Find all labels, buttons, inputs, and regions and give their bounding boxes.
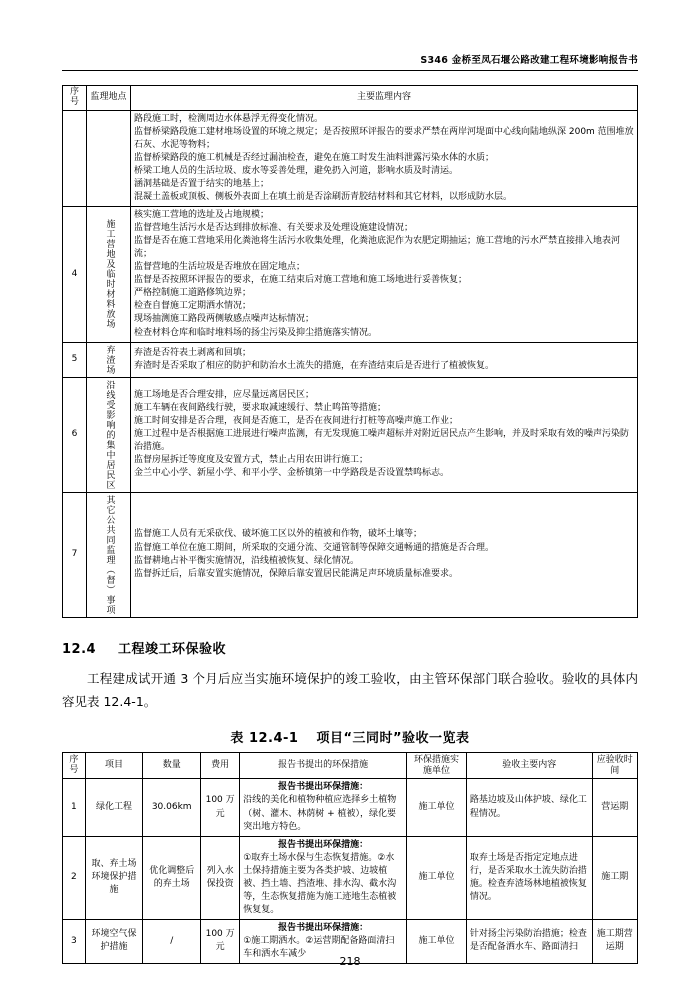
row-unit: 施工单位 [407, 779, 467, 836]
table-caption-number: 表 12.4-1 [230, 730, 299, 746]
content-line: 检查材料仓库和临时堆料场的扬尘污染及抑尘措施落实情况。 [134, 327, 378, 338]
row-content [131, 207, 638, 342]
row-index: 4 [63, 207, 87, 342]
row-item: 环境空气保护措施 [85, 919, 143, 963]
col-header-quantity: 数量 [143, 752, 201, 779]
content-line: 施工车辆在夜间路线行驶，要求取减速缓行、禁止鸣笛等措施； [134, 402, 387, 413]
content-line: 混凝土盖板或顶板、侧板外表面上在填土前是否涂刷沥青胶结材料和其它材料，以形成防水层。 [134, 192, 513, 203]
row-content: 针对扬尘污染防治措施；检查是否配备洒水车、路面清扫 [466, 919, 592, 963]
row-content [131, 492, 638, 617]
content-line: 施工场地是否合理安排，应尽量远离居民区； [134, 389, 315, 400]
row-content [131, 342, 638, 377]
measures-body: 沿线的美化和植物种植应选择乡土植物（树、灌木、林荫树 + 植被），绿化要突出地方特色。 [243, 795, 397, 832]
table-row [63, 110, 638, 206]
row-content: 取弃土场是否指定定地点进行，是否采取水土流失防治措施。检查弃渣场林地植被恢复情况。 [466, 836, 592, 919]
section-number: 12.4 [62, 641, 97, 657]
row-quantity: / [143, 919, 201, 963]
content-line: 金兰中心小学、新屋小学、和平小学、金桥镇第一中学路段是否设置禁鸣标志。 [134, 468, 450, 479]
row-fee: 列入水保投资 [201, 836, 240, 919]
acceptance-table [62, 752, 638, 964]
row-measures [240, 779, 407, 836]
content-line: 检查自督施工定期洒水情况； [134, 301, 252, 312]
row-item: 绿化工程 [85, 779, 143, 836]
table-header-row [63, 752, 638, 779]
content-line: 监督施工人员有无采砍伐、破坏施工区以外的植被和作物，破坏土壤等； [134, 529, 423, 540]
row-item: 取、弃土场环境保护措施 [85, 836, 143, 919]
col-header-fee: 费用 [201, 752, 240, 779]
measures-lead: 报告书提出环保措施： [278, 782, 369, 793]
content-line: 监督拆迁后，后靠安置实施情况，保障后靠安置居民能满足声环境质量标准要求。 [134, 568, 459, 579]
row-index: 2 [63, 836, 86, 919]
content-line: 监督耕地占补平衡实施情况，沿线植被恢复、绿化情况。 [134, 555, 360, 566]
content-line: 弃渣是否符表土剥离和回填； [134, 347, 252, 358]
row-location: 弃渣场 [87, 342, 131, 377]
col-header-time: 应验收时间 [592, 752, 637, 779]
col-header-content: 主要监理内容 [131, 86, 638, 111]
col-header-measures: 报告书提出的环保措施 [240, 752, 407, 779]
content-line: 监督是否按照环评报告的要求，在施工结束后对施工营地和施工场地进行妥善恢复； [134, 275, 468, 286]
measures-lead: 报告书提出环保措施： [278, 922, 369, 933]
row-location [87, 110, 131, 206]
content-line: 施工时间安排是否合理，夜间是否施工，是否在夜间进行打桩等高噪声施工作业； [134, 416, 459, 426]
content-line: 严格控制施工道路修筑边界； [134, 288, 252, 299]
row-quantity: 30.06km [143, 779, 201, 836]
table-row [63, 207, 638, 342]
row-index: 5 [63, 342, 87, 377]
measures-lead: 报告书提出环保措施： [278, 839, 369, 850]
row-fee: 100 万元 [201, 919, 240, 963]
col-header-location: 监理地点 [87, 86, 131, 111]
col-header-unit: 环保措施实施单位 [407, 752, 467, 779]
row-index: 6 [63, 377, 87, 492]
page-number: 218 [339, 955, 361, 968]
table-row [63, 492, 638, 617]
table-caption [62, 727, 638, 746]
content-line: 核实施工营地的选址及占地规模； [134, 210, 270, 221]
content-line: 施工过程中是否根据施工进展进行噪声监测，有无发现施工噪声超标并对附近居民点产生影响，并及时采取有效的噪声污染防治措施。 [134, 429, 630, 453]
row-index: 1 [63, 779, 86, 836]
content-line: 监督桥梁路段的施工机械是否经过漏油检查，避免在施工时发生油料泄露污染水体的水质； [134, 152, 495, 163]
col-header-index: 序号 [63, 752, 86, 779]
content-line: 弃渣时是否采取了相应的防护和防治水土流失的措施，在弃渣结束后是否进行了植被恢复。 [134, 360, 495, 371]
row-content [131, 110, 638, 206]
content-line: 路段施工时，检测周边水体悬浮无得变化情况。 [134, 113, 324, 124]
row-measures [240, 836, 407, 919]
table-header-row [63, 86, 638, 111]
row-content [131, 377, 638, 492]
content-line: 监督是否在施工营地采用化粪池将生活污水收集处理，化粪池底泥作为农肥定期抽运；施工营地的污水严禁直接排入地表河流； [134, 236, 621, 260]
col-header-item: 项目 [85, 752, 143, 779]
page-header: S346 金桥至凤石堰公路改建工程环境影响报告书 [420, 55, 638, 66]
col-header-content: 验收主要内容 [466, 752, 592, 779]
content-line: 监督房屋拆迁等度度及安置方式，禁止占用农田讲行施工； [134, 455, 369, 466]
table-row [63, 836, 638, 919]
table-caption-title: 项目“三同时”验收一览表 [316, 730, 470, 746]
content-line: 监督桥梁路段施工建材堆场设置的环境之规定；是否按照环评报告的要求严禁在两岸河堤面中心线向陆地纵深 200m 范围堆放石灰、水泥等物料； [134, 126, 634, 150]
row-time: 施工期 [592, 836, 637, 919]
table-row [63, 377, 638, 492]
section-title: 工程竣工环保验收 [118, 641, 227, 657]
header-divider [62, 70, 638, 71]
row-quantity: 优化调整后的弃土场 [143, 836, 201, 919]
row-location: 沿线受影响的集中居民区 [87, 377, 131, 492]
row-content: 路基边坡及山体护坡、绿化工程情况。 [466, 779, 592, 836]
row-unit: 施工单位 [407, 919, 467, 963]
row-index: 3 [63, 919, 86, 963]
content-line: 桥梁工地人员的生活垃圾、废水等妥善处理，避免扔入河道，影响水质及时清运。 [134, 165, 459, 176]
row-index: 7 [63, 492, 87, 617]
table-row [63, 342, 638, 377]
row-index [63, 110, 87, 206]
table-row [63, 779, 638, 836]
row-unit: 施工单位 [407, 836, 467, 919]
section-heading [62, 638, 638, 657]
content-line: 监督营地的生活垃圾是否堆放在固定地点； [134, 262, 306, 273]
content-line: 现场抽测施工路段两侧敏感点噪声达标情况； [134, 314, 315, 325]
measures-body: ①取弃土场水保与生态恢复措施。②水土保持措施主要为各类护坡、边坡植被、挡土墙、挡渣堆、排水沟、截水沟等，生态恢复措施为施工迹地生态植被恢复复。 [243, 852, 397, 915]
section-paragraph: 工程建成试开通 3 个月后应当实施环境保护的竣工验收，由主管环保部门联合验收。验收的具体内容见表 12.4-1。 [62, 670, 638, 709]
supervision-table [62, 85, 638, 618]
measures-body: ①施工期洒水。②运营期配备路面清扫车和洒水车减少 [243, 935, 395, 959]
row-location: 施工营地及临时材料放场 [87, 207, 131, 342]
row-fee: 100 万元 [201, 779, 240, 836]
row-time: 施工期营运期 [592, 919, 637, 963]
row-time: 营运期 [592, 779, 637, 836]
content-line: 涵洞基础是否置于结实的地基上； [134, 179, 270, 190]
content-line: 监督施工单位在施工期间，所采取的交通分流、交通管制等保障交通畅通的措施是否合理。 [134, 542, 495, 553]
content-line: 监督营地生活污水是否达到排放标准、有关要求及处理设施建设情况； [134, 223, 414, 234]
col-header-index: 序号 [63, 86, 87, 111]
row-location: 其它公共同监理（督）事项 [87, 492, 131, 617]
